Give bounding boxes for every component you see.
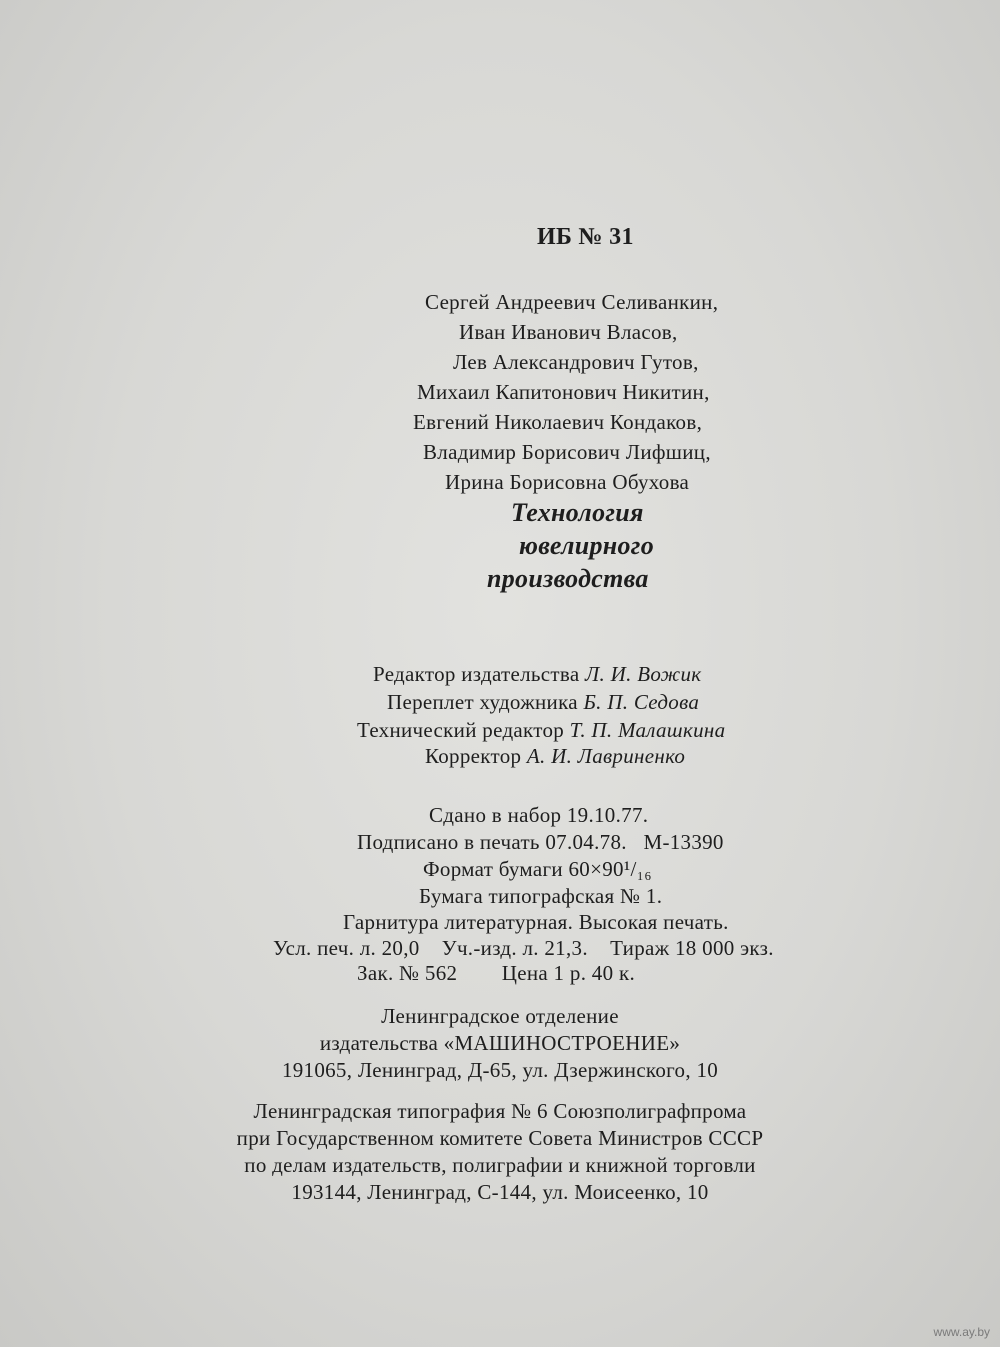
staff-editor xyxy=(373,664,701,685)
staff-binding-artist xyxy=(387,692,699,713)
paper-format: Формат бумаги 60×90¹/₁₆ xyxy=(423,857,652,881)
sheets-row xyxy=(273,938,774,959)
staff-tech-editor xyxy=(357,720,725,741)
paper-type: Бумага типографская № 1. xyxy=(419,884,663,908)
publisher-sheets: Уч.-изд. л. 21,3. xyxy=(441,936,588,960)
author-3: Лев Александрович Гутов, xyxy=(453,350,699,374)
staff-proofreader xyxy=(425,746,685,767)
order-number: Зак. № 562 xyxy=(357,961,458,985)
circulation: Тираж 18 000 экз. xyxy=(610,936,774,960)
publisher-line-2: издательства «МАШИНОСТРОЕНИЕ» xyxy=(319,1031,681,1055)
signed-date: Подписано в печать 07.04.78. xyxy=(357,830,627,854)
staff-name: Л. И. Вожик xyxy=(585,662,702,686)
staff-name: А. И. Лавриненко xyxy=(526,744,686,768)
book-title-line-2: ювелирного xyxy=(519,531,655,560)
author-5: Евгений Николаевич Кондаков, xyxy=(413,410,703,434)
sent-to-typeset: Сдано в набор 19.10.77. xyxy=(429,803,649,827)
staff-role: Редактор издательства xyxy=(373,662,580,686)
staff-role: Переплет художника xyxy=(387,690,578,714)
book-title-line-1: Технология xyxy=(511,498,644,527)
staff-role: Технический редактор xyxy=(357,718,565,742)
print-sheets: Усл. печ. л. 20,0 xyxy=(273,936,420,960)
staff-name: Т. П. Малашкина xyxy=(569,718,726,742)
order-code: М-13390 xyxy=(643,830,724,854)
author-1: Сергей Андреевич Селиванкин, xyxy=(425,290,719,314)
site-watermark: www.ay.by xyxy=(933,1325,990,1339)
author-4: Михаил Капитонович Никитин, xyxy=(417,380,710,404)
book-title-line-3: производства xyxy=(487,564,649,593)
staff-name: Б. П. Седова xyxy=(583,690,700,714)
author-2: Иван Иванович Власов, xyxy=(459,320,678,344)
typeface: Гарнитура литературная. Высокая печать. xyxy=(343,910,729,934)
publisher-line-3: 191065, Ленинград, Д-65, ул. Дзержинского, 10 xyxy=(281,1058,719,1082)
printer-line-1: Ленинградская типография № 6 Союзполиграфпрома xyxy=(253,1099,747,1123)
printer-line-4: 193144, Ленинград, С-144, ул. Моисеенко, 10 xyxy=(291,1180,709,1204)
printer-line-2: при Государственном комитете Совета Министров СССР xyxy=(236,1126,764,1150)
ib-number: ИБ № 31 xyxy=(537,224,634,250)
order-price-row xyxy=(357,963,635,984)
price: Цена 1 р. 40 к. xyxy=(501,961,635,985)
publisher-line-1: Ленинградское отделение xyxy=(381,1004,619,1028)
staff-role: Корректор xyxy=(425,744,522,768)
printer-line-3: по делам издательств, полиграфии и книжной торговли xyxy=(244,1153,756,1177)
signed-for-print xyxy=(357,832,724,853)
author-7: Ирина Борисовна Обухова xyxy=(445,470,690,494)
author-6: Владимир Борисович Лифшиц, xyxy=(423,440,711,464)
